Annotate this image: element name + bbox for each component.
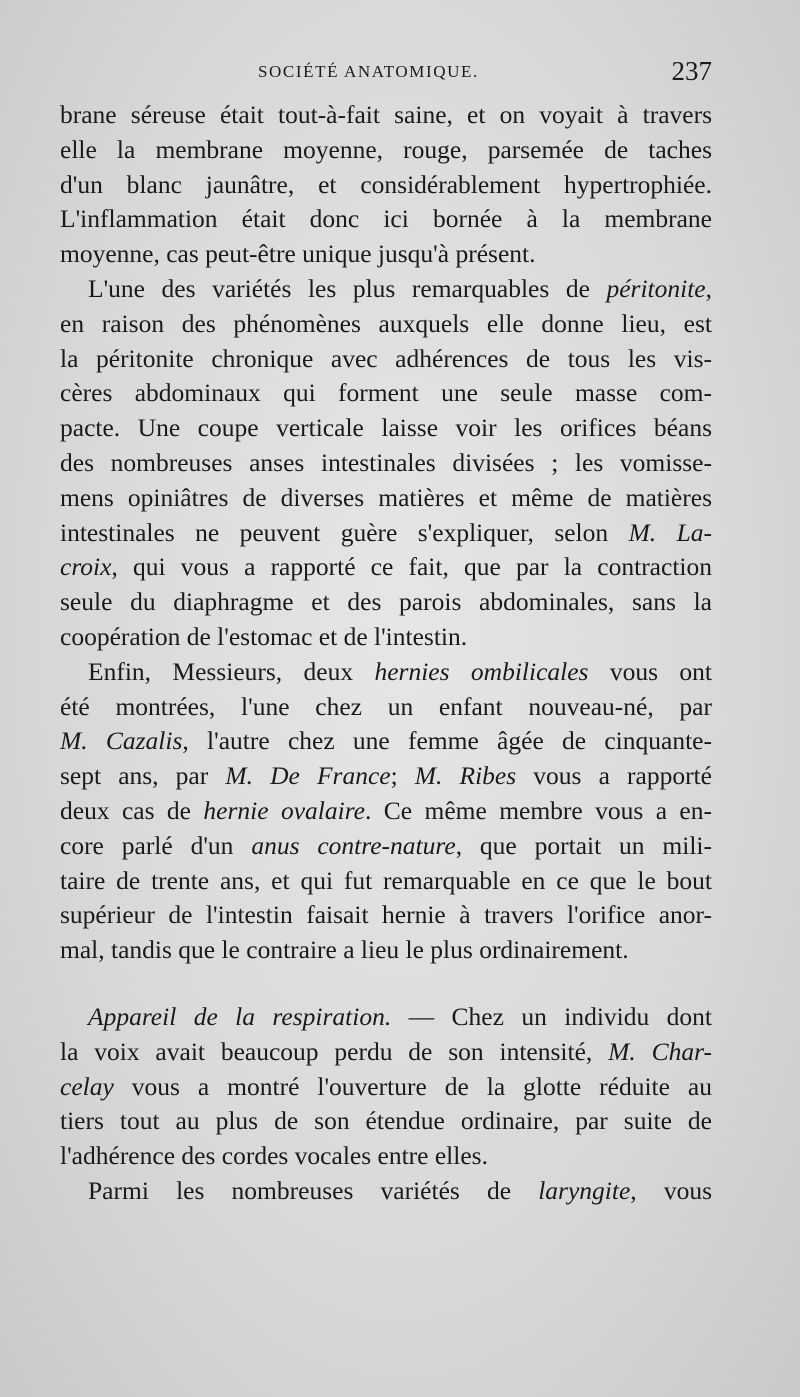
text-run: core parlé d'un [60,830,252,860]
text-line [60,1104,712,1139]
text-run: ; [390,761,415,791]
running-title: SOCIÉTÉ ANATOMIQUE. [258,62,479,81]
text-line [60,550,712,585]
paragraph [60,98,712,272]
text-run: taire de trente ans, et qui fut remarquable en ce que le bout [60,865,712,895]
text-line [60,1139,712,1174]
section-paragraph-respiration [60,1000,712,1174]
italic-text: M. Cazalis [60,726,183,756]
text-line [60,1174,712,1209]
text-run: coopération de l'estomac et de l'intestin. [60,621,468,651]
text-run: cères abdominaux qui forment une seule masse com- [60,378,712,408]
italic-text: M. De France [225,761,391,791]
italic-text: laryngite [538,1175,631,1205]
text-line [60,829,712,864]
text-run: , que portait un mili- [455,830,713,860]
italic-text: Appareil de la respiration. [88,1001,392,1031]
text-run: tiers tout au plus de son étendue ordinaire, par suite de [60,1106,712,1136]
italic-text: hernie ovalaire [203,795,365,825]
paragraph [60,272,712,655]
text-run: , [705,273,712,303]
text-line [60,98,712,133]
text-run: , qui vous a rapporté ce fait, que par la contraction [111,552,712,582]
italic-text: M. Ribes [414,761,517,791]
text-run: Enfin, Messieurs, deux [88,656,375,686]
text-line [60,272,712,307]
page-number: 237 [671,56,712,86]
text-run: moyenne, cas peut-être unique jusqu'à présent. [60,239,536,269]
text-line [60,864,712,899]
text-line [60,168,712,203]
text-run: d'un blanc jaunâtre, et considérablement hypertrophiée. [60,169,712,199]
text-line [60,411,712,446]
text-line [60,794,712,829]
text-line [60,446,712,481]
text-run: intestinales ne peuvent guère s'expliquer, selon [60,517,629,547]
text-line [60,898,712,933]
text-line [60,724,712,759]
italic-text: M. Char- [608,1036,713,1066]
running-head [0,56,800,94]
text-run: mal, tandis que le contraire a lieu le plus ordinairement. [60,935,629,965]
italic-text: péritonite [606,273,706,303]
text-line [60,481,712,516]
text-run: des nombreuses anses intestinales divisées ; les vomisse- [60,447,712,477]
text-run: brane séreuse était tout-à-fait saine, et on voyait à travers [60,100,712,129]
text-line [60,1070,712,1105]
text-line [60,585,712,620]
text-run: supérieur de l'intestin faisait hernie à travers l'orifice anor- [60,900,712,930]
text-run: vous a rapporté [516,761,712,791]
paragraph [60,1174,712,1209]
text-run: elle la membrane moyenne, rouge, parsemée de taches [60,134,712,164]
text-line [60,342,712,377]
text-line [60,1035,712,1070]
text-line [60,655,712,690]
italic-text: anus contre-nature [251,830,456,860]
italic-text: M. La- [628,517,713,547]
text-run: seule du diaphragme et des parois abdominales, sans la [60,587,712,617]
text-line [60,1000,712,1035]
text-run: en raison des phénomènes auxquels elle donne lieu, est [60,308,712,338]
section-break [60,968,712,1000]
text-run: , l'autre chez une femme âgée de cinquante- [182,726,712,756]
text-run: L'une des variétés les plus remarquables de [88,273,607,303]
text-run: mens opiniâtres de diverses matières et même de matières [60,482,712,512]
text-run: — Chez un individu dont [391,1001,712,1031]
text-line [60,759,712,794]
text-line [60,516,712,551]
text-line [60,690,712,725]
text-line [60,933,712,968]
text-run: été montrées, l'une chez un enfant nouveau-né, par [60,691,712,721]
text-run: , vous [630,1175,712,1205]
italic-text: hernies ombilicales [374,656,589,686]
text-run: L'inflammation était donc ici bornée à la membrane [60,204,712,234]
text-line [60,133,712,168]
text-line [60,376,712,411]
text-line [60,202,712,237]
text-run: Parmi les nombreuses variétés de [88,1175,539,1205]
text-run: la péritonite chronique avec adhérences de tous les vis- [60,343,712,373]
text-line [60,237,712,272]
italic-text: celay [60,1071,114,1101]
italic-text: croix [60,552,112,582]
text-run: sept ans, par [60,761,226,791]
paragraph [60,655,712,968]
text-run: l'adhérence des cordes vocales entre elles. [60,1141,488,1171]
text-run: . Ce même membre vous a en- [364,795,712,825]
text-run: vous ont [588,656,712,686]
text-run: deux cas de [60,795,204,825]
text-line [60,307,712,342]
text-run: vous a montré l'ouverture de la glotte réduite au [113,1071,712,1101]
text-run: la voix avait beaucoup perdu de son intensité, [60,1036,609,1066]
text-run: pacte. Une coupe verticale laisse voir les orifices béans [60,413,712,443]
text-line [60,620,712,655]
body-text [60,98,712,1209]
